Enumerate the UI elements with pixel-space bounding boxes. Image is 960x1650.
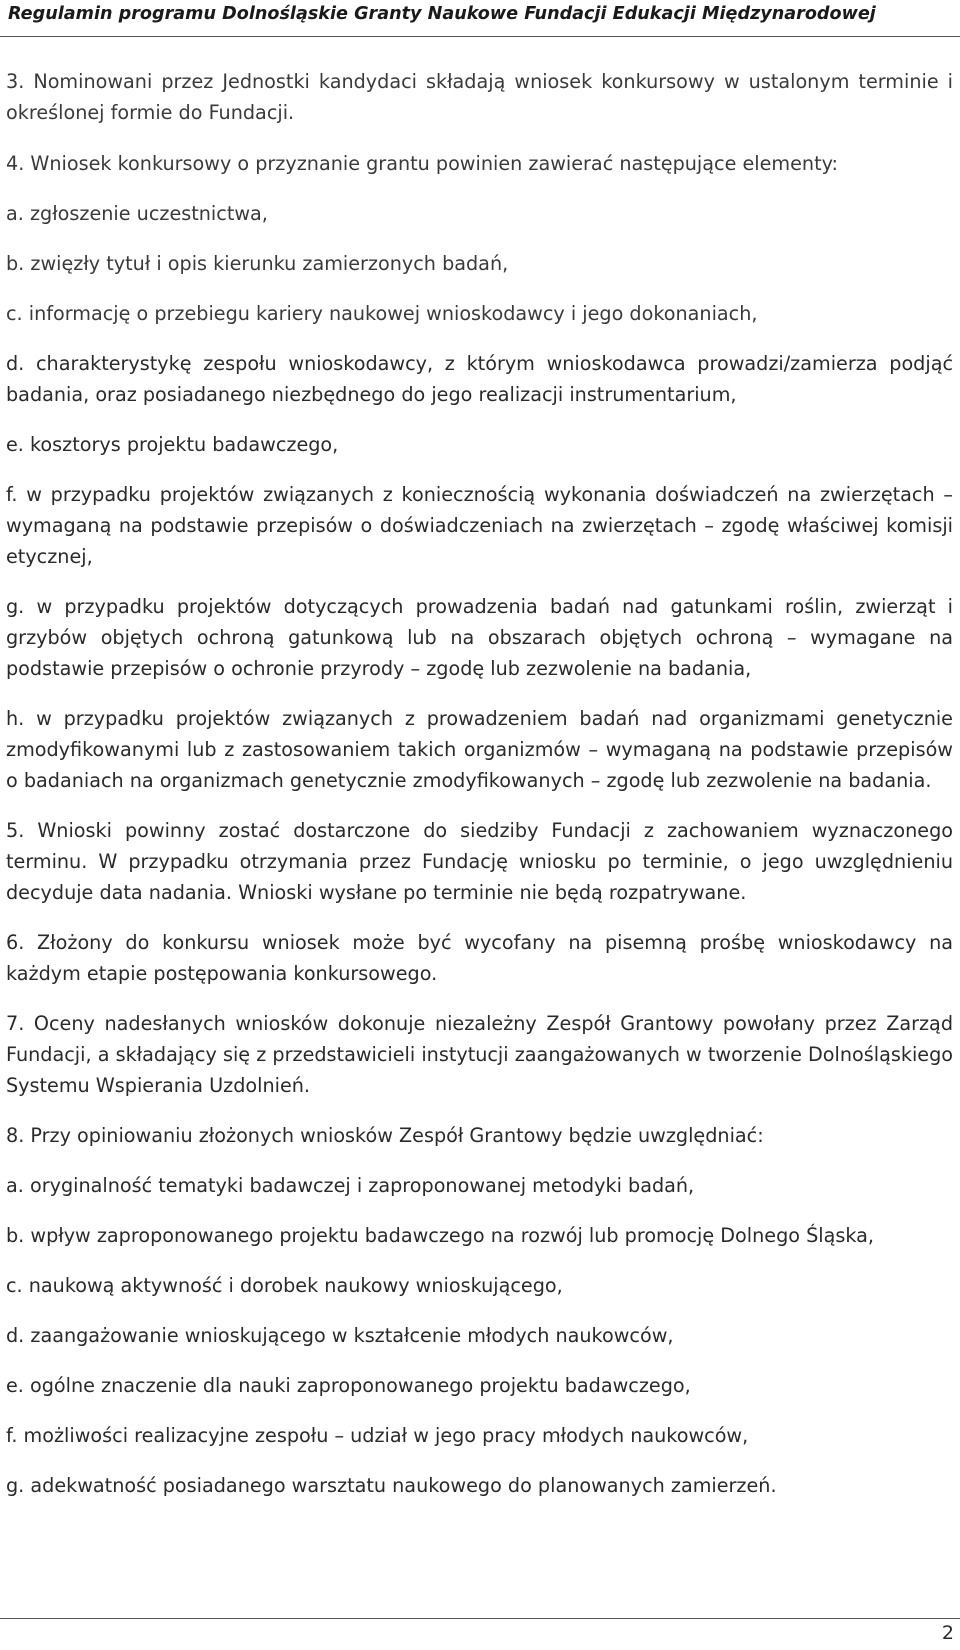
list-item-4g: g. w przypadku projektów dotyczących prowadzenia badań nad gatunkami roślin, zwierząt i grzybów objętych ochroną gatunkową lub na obszarach objętych ochroną – wymagane na podstawie przepisów o ochronie przyrody – zgodę lub zezwolenie na badania, — [6, 595, 953, 680]
list-item-4e: e. kosztorys projektu badawczego, — [6, 433, 339, 456]
paragraph-7: 7. Oceny nadesłanych wniosków dokonuje niezależny Zespół Grantowy powołany przez Zarząd Fundacji, a składający się z przedstawicieli instytucji zaangażowanych w tworzenie Dolnośląskiego Systemu Wspierania Uzdolnień. — [6, 1012, 953, 1097]
document-body — [6, 66, 953, 1501]
list-item-4d: d. charakterystykę zespołu wnioskodawcy, z którym wnioskodawca prowadzi/zamierza podjąć badania, oraz posiadanego niezbędnego do jego realizacji instrumentarium, — [6, 352, 953, 406]
document-header-title: Regulamin programu Dolnośląskie Granty Naukowe Fundacji Edukacji Międzynarodowej — [8, 4, 876, 24]
list-item-8c: c. naukową aktywność i dorobek naukowy wnioskującego, — [6, 1274, 563, 1297]
list-item-4a: a. zgłoszenie uczestnictwa, — [6, 202, 268, 225]
list-item-8d: d. zaangażowanie wnioskującego w kształcenie młodych naukowców, — [6, 1324, 674, 1347]
header-divider — [0, 36, 960, 37]
page-number: 2 — [941, 1622, 954, 1644]
list-item-8f: f. możliwości realizacyjne zespołu – udział w jego pracy młodych naukowców, — [6, 1424, 749, 1447]
paragraph-6: 6. Złożony do konkursu wniosek może być wycofany na pisemną prośbę wnioskodawcy na każdym etapie postępowania konkursowego. — [6, 931, 953, 985]
list-item-4f: f. w przypadku projektów związanych z koniecznością wykonania doświadczeń na zwierzętach – wymaganą na podstawie przepisów o doświadczeniach na zwierzętach – zgodę właściwej komisji etycznej, — [6, 483, 953, 568]
paragraph-8: 8. Przy opiniowaniu złożonych wniosków Zespół Grantowy będzie uwzględniać: — [6, 1124, 764, 1147]
list-item-8b: b. wpływ zaproponowanego projektu badawczego na rozwój lub promocję Dolnego Śląska, — [6, 1224, 874, 1247]
list-item-4h: h. w przypadku projektów związanych z prowadzeniem badań nad organizmami genetycznie zmodyfikowanymi lub z zastosowaniem takich organizmów – wymaganą na podstawie przepisów o badaniach na organizmach genetycznie zmodyfikowanych – zgodę lub zezwolenie na badania. — [6, 707, 953, 792]
list-item-4c: c. informację o przebiegu kariery naukowej wnioskodawcy i jego dokonaniach, — [6, 302, 758, 325]
paragraph-4: 4. Wniosek konkursowy o przyznanie grantu powinien zawierać następujące elementy: — [6, 152, 839, 175]
list-item-4b: b. zwięzły tytuł i opis kierunku zamierzonych badań, — [6, 252, 509, 275]
list-item-8e: e. ogólne znaczenie dla nauki zaproponowanego projektu badawczego, — [6, 1374, 691, 1397]
footer-divider — [0, 1618, 960, 1619]
paragraph-3: 3. Nominowani przez Jednostki kandydaci składają wniosek konkursowy w ustalonym terminie i określonej formie do Fundacji. — [6, 70, 953, 124]
list-item-8a: a. oryginalność tematyki badawczej i zaproponowanej metodyki badań, — [6, 1174, 695, 1197]
list-item-8g: g. adekwatność posiadanego warsztatu naukowego do planowanych zamierzeń. — [6, 1474, 777, 1497]
paragraph-5: 5. Wnioski powinny zostać dostarczone do siedziby Fundacji z zachowaniem wyznaczonego terminu. W przypadku otrzymania przez Fundację wniosku po terminie, o jego uwzględnieniu decyduje data nadania. Wnioski wysłane po terminie nie będą rozpatrywane. — [6, 819, 953, 904]
